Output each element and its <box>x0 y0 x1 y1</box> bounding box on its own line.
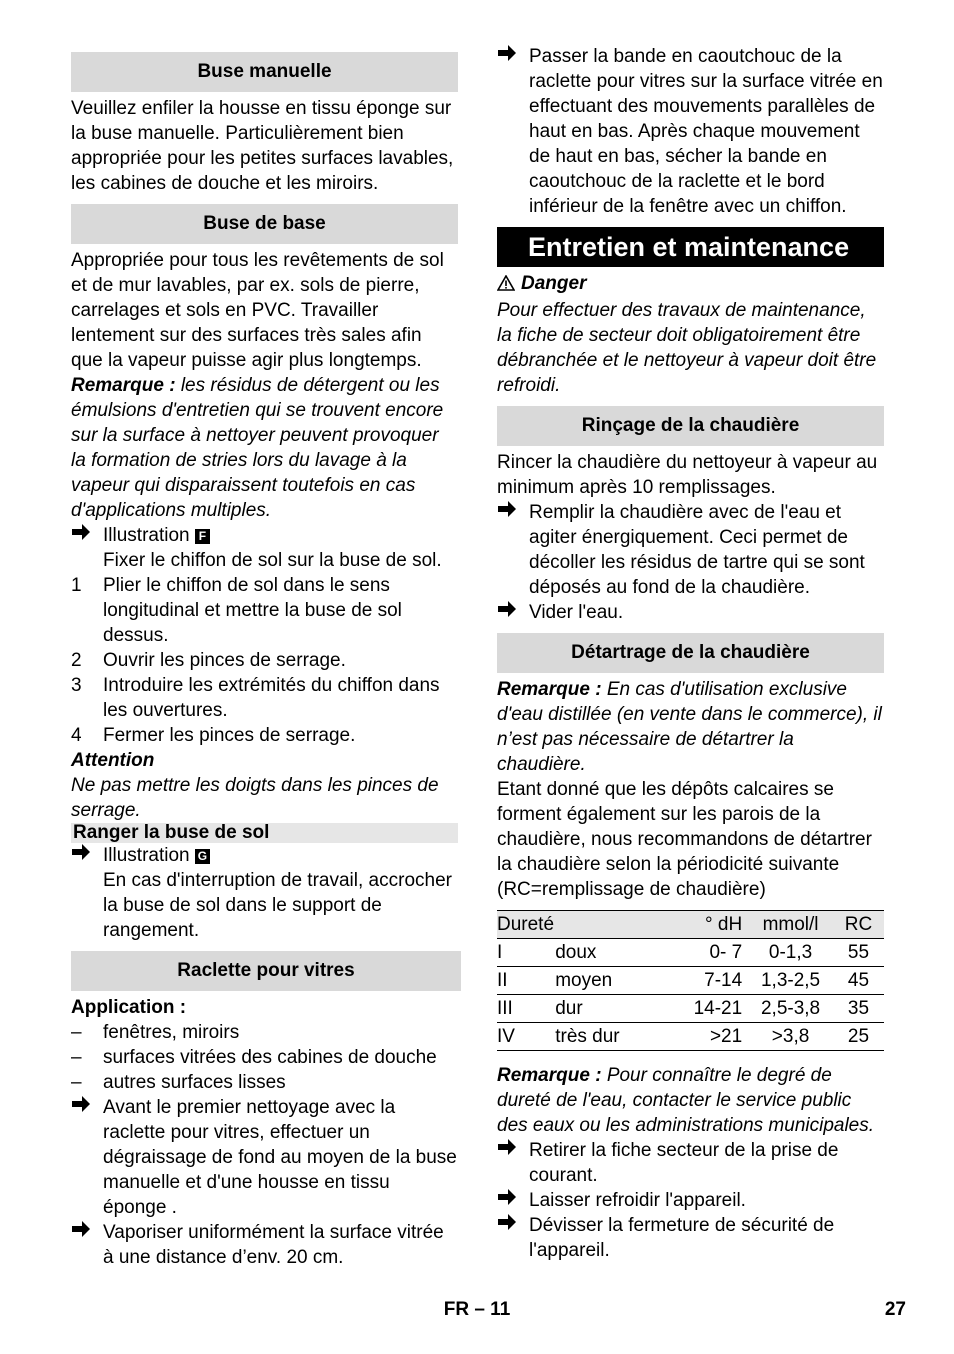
arrow-icon <box>497 1138 525 1163</box>
remarque-text: les résidus de détergent ou les émulsions d'entretien qui se trouvent encore sur la surface à nettoyer peuvent provoquer la formation de stries lors du lavage à la vapeur qui disparaissent toutefois en cas d'applications multiples. <box>71 375 444 521</box>
arrow-step <box>497 500 884 600</box>
numbered-step <box>71 673 458 723</box>
dash-marker: – <box>71 1022 82 1043</box>
chapter-title: Entretien et maintenance <box>497 227 884 267</box>
section-heading-detartrage: Détartrage de la chaudière <box>497 633 884 673</box>
step-text: Remplir la chaudière avec de l'eau et agiter énergiquement. Ceci permet de décoller les résidus de tartre qui se sont déposés au fond de la chaudière. <box>529 502 865 598</box>
table-header: Dureté <box>497 911 555 939</box>
arrow-step <box>497 600 884 625</box>
danger-heading <box>497 271 884 298</box>
list-item <box>71 1020 458 1045</box>
danger-label: Danger <box>521 273 587 294</box>
table-cell: IV <box>497 1023 555 1051</box>
arrow-icon <box>71 1095 99 1120</box>
remarque-note <box>497 1063 884 1138</box>
list-item-text: surfaces vitrées des cabines de douche <box>103 1047 437 1068</box>
right-column <box>497 44 884 1263</box>
table-cell: >21 <box>668 1023 749 1051</box>
paragraph-rincage: Rincer la chaudière du nettoyeur à vapeur au minimum après 10 remplissages. <box>497 452 878 498</box>
arrow-step <box>497 1213 884 1263</box>
remarque-note <box>497 677 884 777</box>
table-header: ° dH <box>668 911 749 939</box>
table-cell: 25 <box>833 1023 884 1051</box>
table-cell: dur <box>555 995 667 1023</box>
table-cell: I <box>497 939 555 967</box>
arrow-icon <box>71 1220 99 1245</box>
dash-marker: – <box>71 1072 82 1093</box>
remarque-note <box>71 373 458 523</box>
table-cell: 0- 7 <box>668 939 749 967</box>
table-cell: 7-14 <box>668 967 749 995</box>
attention-label: Attention <box>71 750 155 771</box>
table-row <box>497 939 884 967</box>
step-number: 3 <box>71 675 82 696</box>
numbered-step <box>71 573 458 648</box>
table-cell: III <box>497 995 555 1023</box>
table-cell: 14-21 <box>668 995 749 1023</box>
step-text: Ouvrir les pinces de serrage. <box>103 650 346 671</box>
left-column <box>71 44 458 1270</box>
table-cell: >3,8 <box>748 1023 833 1051</box>
remarque-text: Pour connaître le degré de dureté de l'eau, contacter le service public des eaux ou les administrations municipales. <box>497 1065 875 1136</box>
remarque-label: Remarque : <box>497 679 602 700</box>
remarque-label: Remarque : <box>71 375 176 396</box>
table-cell: très dur <box>555 1023 667 1051</box>
step-number: 4 <box>71 725 82 746</box>
illustration-f-item <box>71 523 458 573</box>
paragraph-buse-de-base: Appropriée pour tous les revêtements de sol et de mur lavables, par ex. sols de pierre, carrelages et sols en PVC. Travailler lentement sur des surfaces très sales afin que la vapeur puisse agir plus longtemps. <box>71 250 444 371</box>
list-item <box>71 1070 458 1095</box>
arrow-icon <box>497 1188 525 1213</box>
step-text: Vider l'eau. <box>529 602 624 623</box>
section-heading-rincage: Rinçage de la chaudière <box>497 406 884 446</box>
arrow-step <box>497 1138 884 1188</box>
table-cell: 45 <box>833 967 884 995</box>
table-header-row <box>497 911 884 939</box>
attention-text: Ne pas mettre les doigts dans les pinces de serrage. <box>71 775 439 821</box>
figure-letter-icon: G <box>195 849 210 864</box>
table-cell: II <box>497 967 555 995</box>
table-header: mmol/l <box>748 911 833 939</box>
step-text: Avant le premier nettoyage avec la raclette pour vitres, effectuer un dégraissage de fond au moyen de la buse manuelle et d'une housse en tissu éponge . <box>103 1097 457 1218</box>
arrow-step <box>71 1095 458 1220</box>
step-text: Passer la bande en caoutchouc de la raclette pour vitres sur la surface vitrée en effectuant des mouvements parallèles de haut en bas. Après chaque mouvement de haut en bas, sécher la bande en caoutchouc de la raclette et le bord inférieur de la fenêtre avec un chiffon. <box>529 46 883 217</box>
step-number: 2 <box>71 650 82 671</box>
table-header <box>555 911 667 939</box>
footer-section-label: FR – 11 <box>443 1299 511 1320</box>
illustration-label: Illustration <box>103 845 190 866</box>
step-text: Plier le chiffon de sol dans le sens longitudinal et mettre la buse de sol dessus. <box>103 575 402 646</box>
arrow-icon <box>497 500 525 525</box>
arrow-step <box>497 1188 884 1213</box>
illustration-g-item <box>71 843 458 943</box>
section-heading-buse-manuelle: Buse manuelle <box>71 52 458 92</box>
numbered-step <box>71 648 458 673</box>
numbered-step <box>71 723 458 748</box>
step-text: Dévisser la fermeture de sécurité de l'appareil. <box>529 1215 835 1261</box>
step-text: Fermer les pinces de serrage. <box>103 725 356 746</box>
table-cell: 0-1,3 <box>748 939 833 967</box>
table-cell: moyen <box>555 967 667 995</box>
list-item-text: fenêtres, miroirs <box>103 1022 240 1043</box>
arrow-step <box>71 1220 458 1270</box>
arrow-icon <box>71 523 99 548</box>
section-heading-raclette: Raclette pour vitres <box>71 951 461 991</box>
section-heading-buse-de-base: Buse de base <box>71 204 458 244</box>
remarque-label: Remarque : <box>497 1065 602 1086</box>
illustration-text: En cas d'interruption de travail, accrocher la buse de sol dans le support de rangement. <box>103 870 452 941</box>
table-cell: 55 <box>833 939 884 967</box>
table-row <box>497 995 884 1023</box>
table-row <box>497 1023 884 1051</box>
table-row <box>497 967 884 995</box>
paragraph-buse-manuelle: Veuillez enfiler la housse en tissu éponge sur la buse manuelle. Particulièrement bien appropriée pour les petites surfaces lavables, les cabines de douche et les miroirs. <box>71 98 454 194</box>
list-item-text: autres surfaces lisses <box>103 1072 286 1093</box>
table-header: RC <box>833 911 884 939</box>
table-cell: 2,5-3,8 <box>748 995 833 1023</box>
remarque-text: En cas d'utilisation exclusive d'eau distillée (en vente dans le commerce), il n’est pas nécessaire de détartrer la chaudière. <box>497 679 882 775</box>
arrow-icon <box>497 600 525 625</box>
list-item <box>71 1045 458 1070</box>
subheading-ranger: Ranger la buse de sol <box>71 823 458 843</box>
arrow-step <box>497 44 884 219</box>
step-text: Laisser refroidir l'appareil. <box>529 1190 746 1211</box>
step-text: Vaporiser uniformément la surface vitrée à une distance d’env. 20 cm. <box>103 1222 444 1268</box>
arrow-icon <box>497 44 525 69</box>
illustration-label: Illustration <box>103 525 190 546</box>
danger-text: Pour effectuer des travaux de maintenance, la fiche de secteur doit obligatoirement être débranchée et le nettoyeur à vapeur doit être refroidi. <box>497 300 877 396</box>
page-number: 27 <box>884 1299 906 1320</box>
step-text: Introduire les extrémités du chiffon dans les ouvertures. <box>103 675 440 721</box>
step-text: Retirer la fiche secteur de la prise de courant. <box>529 1140 839 1186</box>
figure-letter-icon: F <box>195 529 210 544</box>
hardness-table <box>497 910 884 1051</box>
table-cell: 35 <box>833 995 884 1023</box>
arrow-icon <box>497 1213 525 1238</box>
application-label: Application : <box>71 997 187 1018</box>
illustration-text: Fixer le chiffon de sol sur la buse de sol. <box>103 550 442 571</box>
arrow-icon <box>71 843 99 868</box>
step-number: 1 <box>71 575 82 596</box>
warning-triangle-icon <box>497 273 515 298</box>
table-cell: doux <box>555 939 667 967</box>
paragraph-detartrage: Etant donné que les dépôts calcaires se forment également sur les parois de la chaudière, nous recommandons de détartrer la chaudière selon la périodicité suivante (RC=remplissage de chaudière) <box>497 779 872 900</box>
table-cell: 1,3-2,5 <box>748 967 833 995</box>
dash-marker: – <box>71 1047 82 1068</box>
